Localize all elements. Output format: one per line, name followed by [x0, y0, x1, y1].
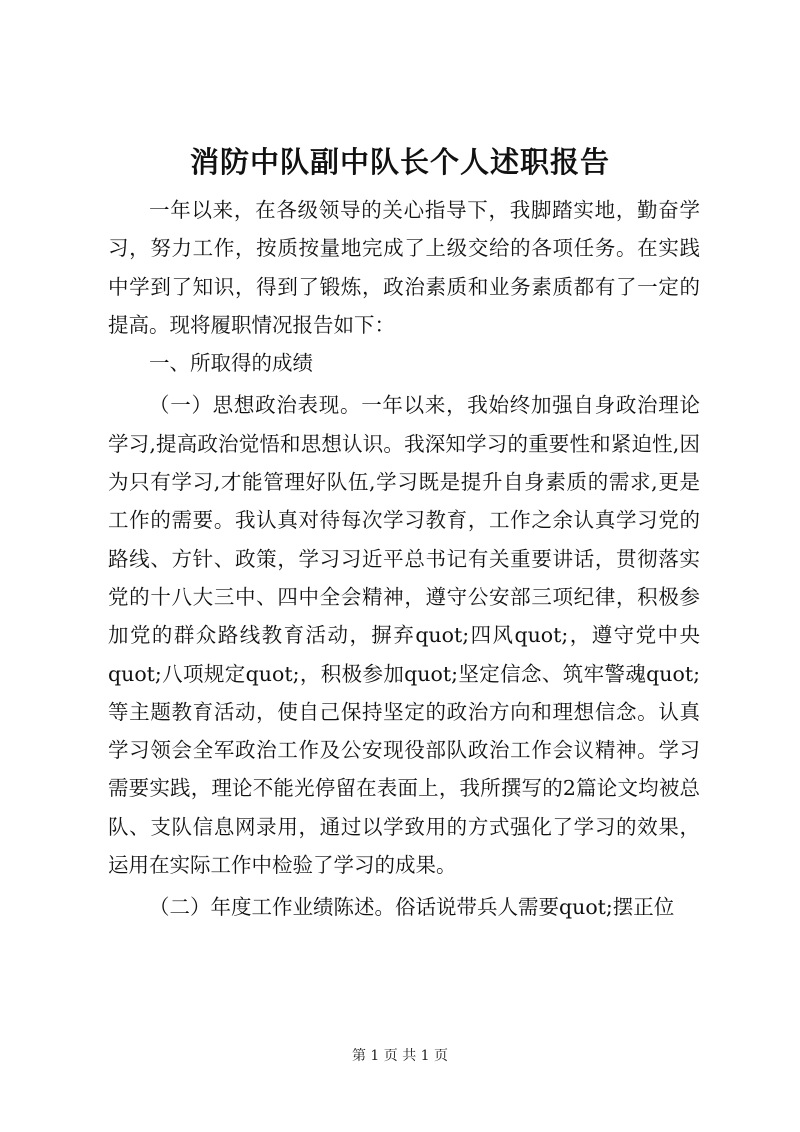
- paragraph-political-performance: （一）思想政治表现。一年以来，我始终加强自身政治理论学习,提高政治觉悟和思想认识。我深知学习的重要性和紧迫性,因为只有学习,才能管理好队伍,学习既是提升自身素质的需求,更是工作的需要。我认真对待每次学习教育，工作之余认真学习党的路线、方针、政策，学习习近平总书记有关重要讲话，贯彻落实党的十八大三中、四中全会精神，遵守公安部三项纪律，积极参加党的群众路线教育活动，摒弃quot;四风quot;，遵守党中央quot;八项规定quot;，积极参加quot;坚定信念、筑牢警魂quot;等主题教育活动，使自己保持坚定的政治方向和理想信念。认真学习领会全军政治工作及公安现役部队政治工作会议精神。学习需要实践，理论不能光停留在表面上，我所撰写的2篇论文均被总队、支队信息网录用，通过以学致用的方式强化了学习的效果，运用在实际工作中检验了学习的成果。: [108, 393, 700, 878]
- document-title: 消防中队副中队长个人述职报告: [189, 145, 610, 179]
- page-footer: 第 1 页 共 1 页: [351, 1048, 449, 1064]
- document-body: [108, 191, 700, 927]
- section-heading-achievements: 一、所取得的成绩: [149, 351, 313, 376]
- paragraph-annual-work: （二）年度工作业绩陈述。俗话说带兵人需要quot;摆正位: [149, 895, 675, 920]
- paragraph-intro: 一年以来，在各级领导的关心指导下，我脚踏实地，勤奋学习，努力工作，按质按量地完成了上级交给的各项任务。在实践中学到了知识，得到了锻炼，政治素质和业务素质都有了一定的提高。现将履职情况报告如下：: [108, 198, 700, 337]
